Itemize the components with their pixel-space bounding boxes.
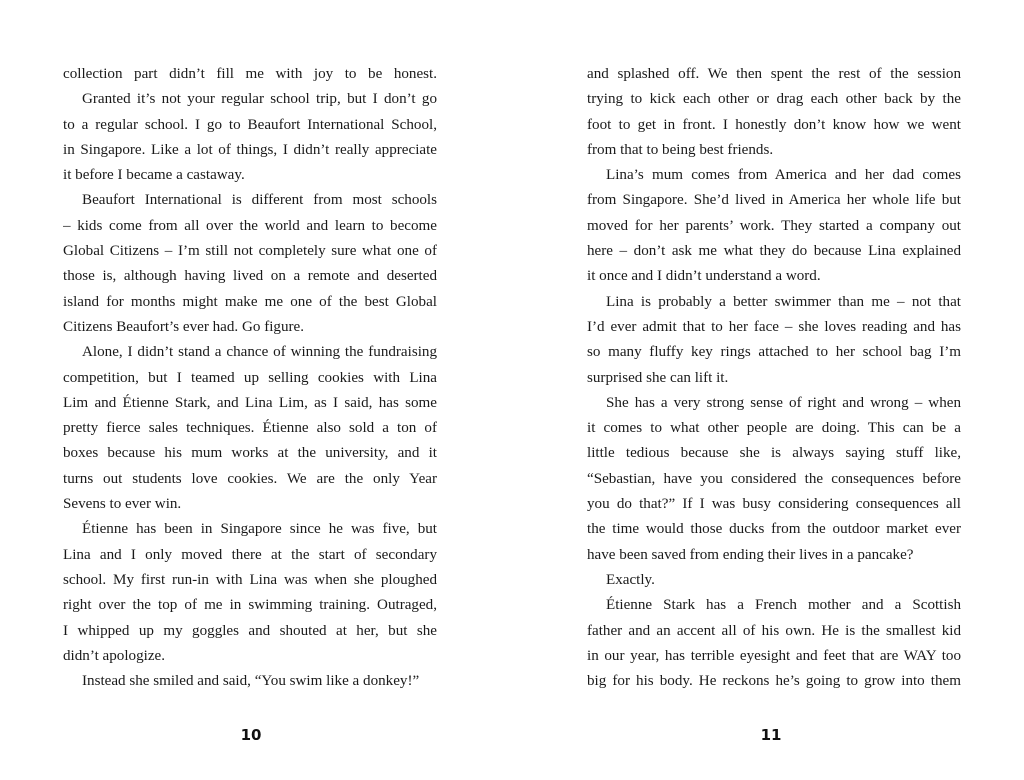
text-line: Global Citizens – I’m still not completely sure what one of [63,243,437,260]
text-line: from Singapore. She’d lived in America her whole life but [587,192,961,209]
text-line: turns out students love cookies. We are the only Year [63,470,437,487]
text-line: Alone, I didn’t stand a chance of winning the fundraising [82,344,437,361]
text-line: Lina is probably a better swimmer than me – not that [606,293,961,310]
text-line: you do that?” If I was busy considering consequences all [587,496,961,513]
text-line: Citizens Beaufort’s ever had. Go figure. [63,318,305,335]
text-line: from that to being best friends. [587,141,774,158]
left-page-text [63,62,437,694]
text-line: it comes to what other people are doing. This can be a [587,420,961,437]
text-line: Instead she smiled and said, “You swim like a donkey!” [82,673,420,690]
text-line: I’d ever admit that to her face – she loves reading and has [587,318,961,335]
text-line: didn’t apologize. [63,647,166,664]
text-line: to a regular school. I go to Beaufort International School, [63,116,437,133]
left-page [63,62,437,694]
text-line: boxes because his mum works at the university, and it [63,445,437,462]
text-line: the time would those ducks from the outdoor market ever [587,521,961,538]
text-line: – kids come from all over the world and learn to become [63,217,437,234]
right-page-text [587,62,961,694]
text-line: Granted it’s not your regular school trip, but I don’t go [82,91,437,108]
text-line: school. My first run-in with Lina was when she ploughed [63,571,437,588]
text-line: Lina’s mum comes from America and her dad comes [606,167,961,184]
text-line: so many fluffy key rings attached to her school bag I’m [587,344,961,361]
text-line: Étienne Stark has a French mother and a Scottish [606,597,961,614]
text-line: “Sebastian, have you considered the consequences before [587,470,961,487]
text-line: right over the top of me in swimming training. Outraged, [63,597,437,614]
text-line: have been saved from ending their lives in a pancake? [587,546,914,563]
text-line: here – don’t ask me what they do because Lina explained [587,243,961,260]
text-line: and splashed off. We then spent the rest of the session [587,66,961,82]
text-line: father and an accent all of his own. He is the smallest kid [587,622,961,639]
text-line: Lina and I only moved there at the start of secondary [63,546,437,563]
text-line: in our year, has terrible eyesight and feet that are WAY too [587,647,961,664]
text-line: pretty fierce sales techniques. Étienne also sold a ton of [63,420,437,437]
text-line: little tedious because she is always saying stuff like, [587,445,961,462]
text-line: trying to kick each other or drag each other back by the [587,91,961,108]
text-line: it before I became a castaway. [63,167,245,184]
text-line: Étienne has been in Singapore since he was five, but [82,521,437,538]
text-line: island for months might make me one of the best Global [63,293,437,310]
text-line: in Singapore. Like a lot of things, I didn’t really appreciate [63,141,437,158]
text-line: it once and I didn’t understand a word. [587,268,821,285]
text-line: Exactly. [606,571,655,588]
page-number-right: 11 [760,726,782,744]
text-line: competition, but I teamed up selling cookies with Lina [63,369,437,386]
page-number-left: 10 [240,726,262,744]
text-line: collection part didn’t fill me with joy to be honest. [63,66,437,82]
text-line: Sevens to ever win. [63,496,182,513]
text-line: She has a very strong sense of right and wrong – when [606,394,961,411]
text-line: Beaufort International is different from most schools [82,192,437,209]
text-line: big for his body. He reckons he’s going to grow into them [587,673,961,690]
right-page [587,62,961,694]
text-line: foot to get in front. I honestly don’t know how we went [587,116,961,133]
text-line: those is, although having lived on a remote and deserted [63,268,437,285]
text-line: Lim and Étienne Stark, and Lina Lim, as I said, has some [63,394,437,411]
text-line: moved for her parents’ work. They started a company out [587,217,961,234]
text-line: surprised she can lift it. [587,369,729,386]
text-line: I whipped up my goggles and shouted at her, but she [63,622,437,639]
